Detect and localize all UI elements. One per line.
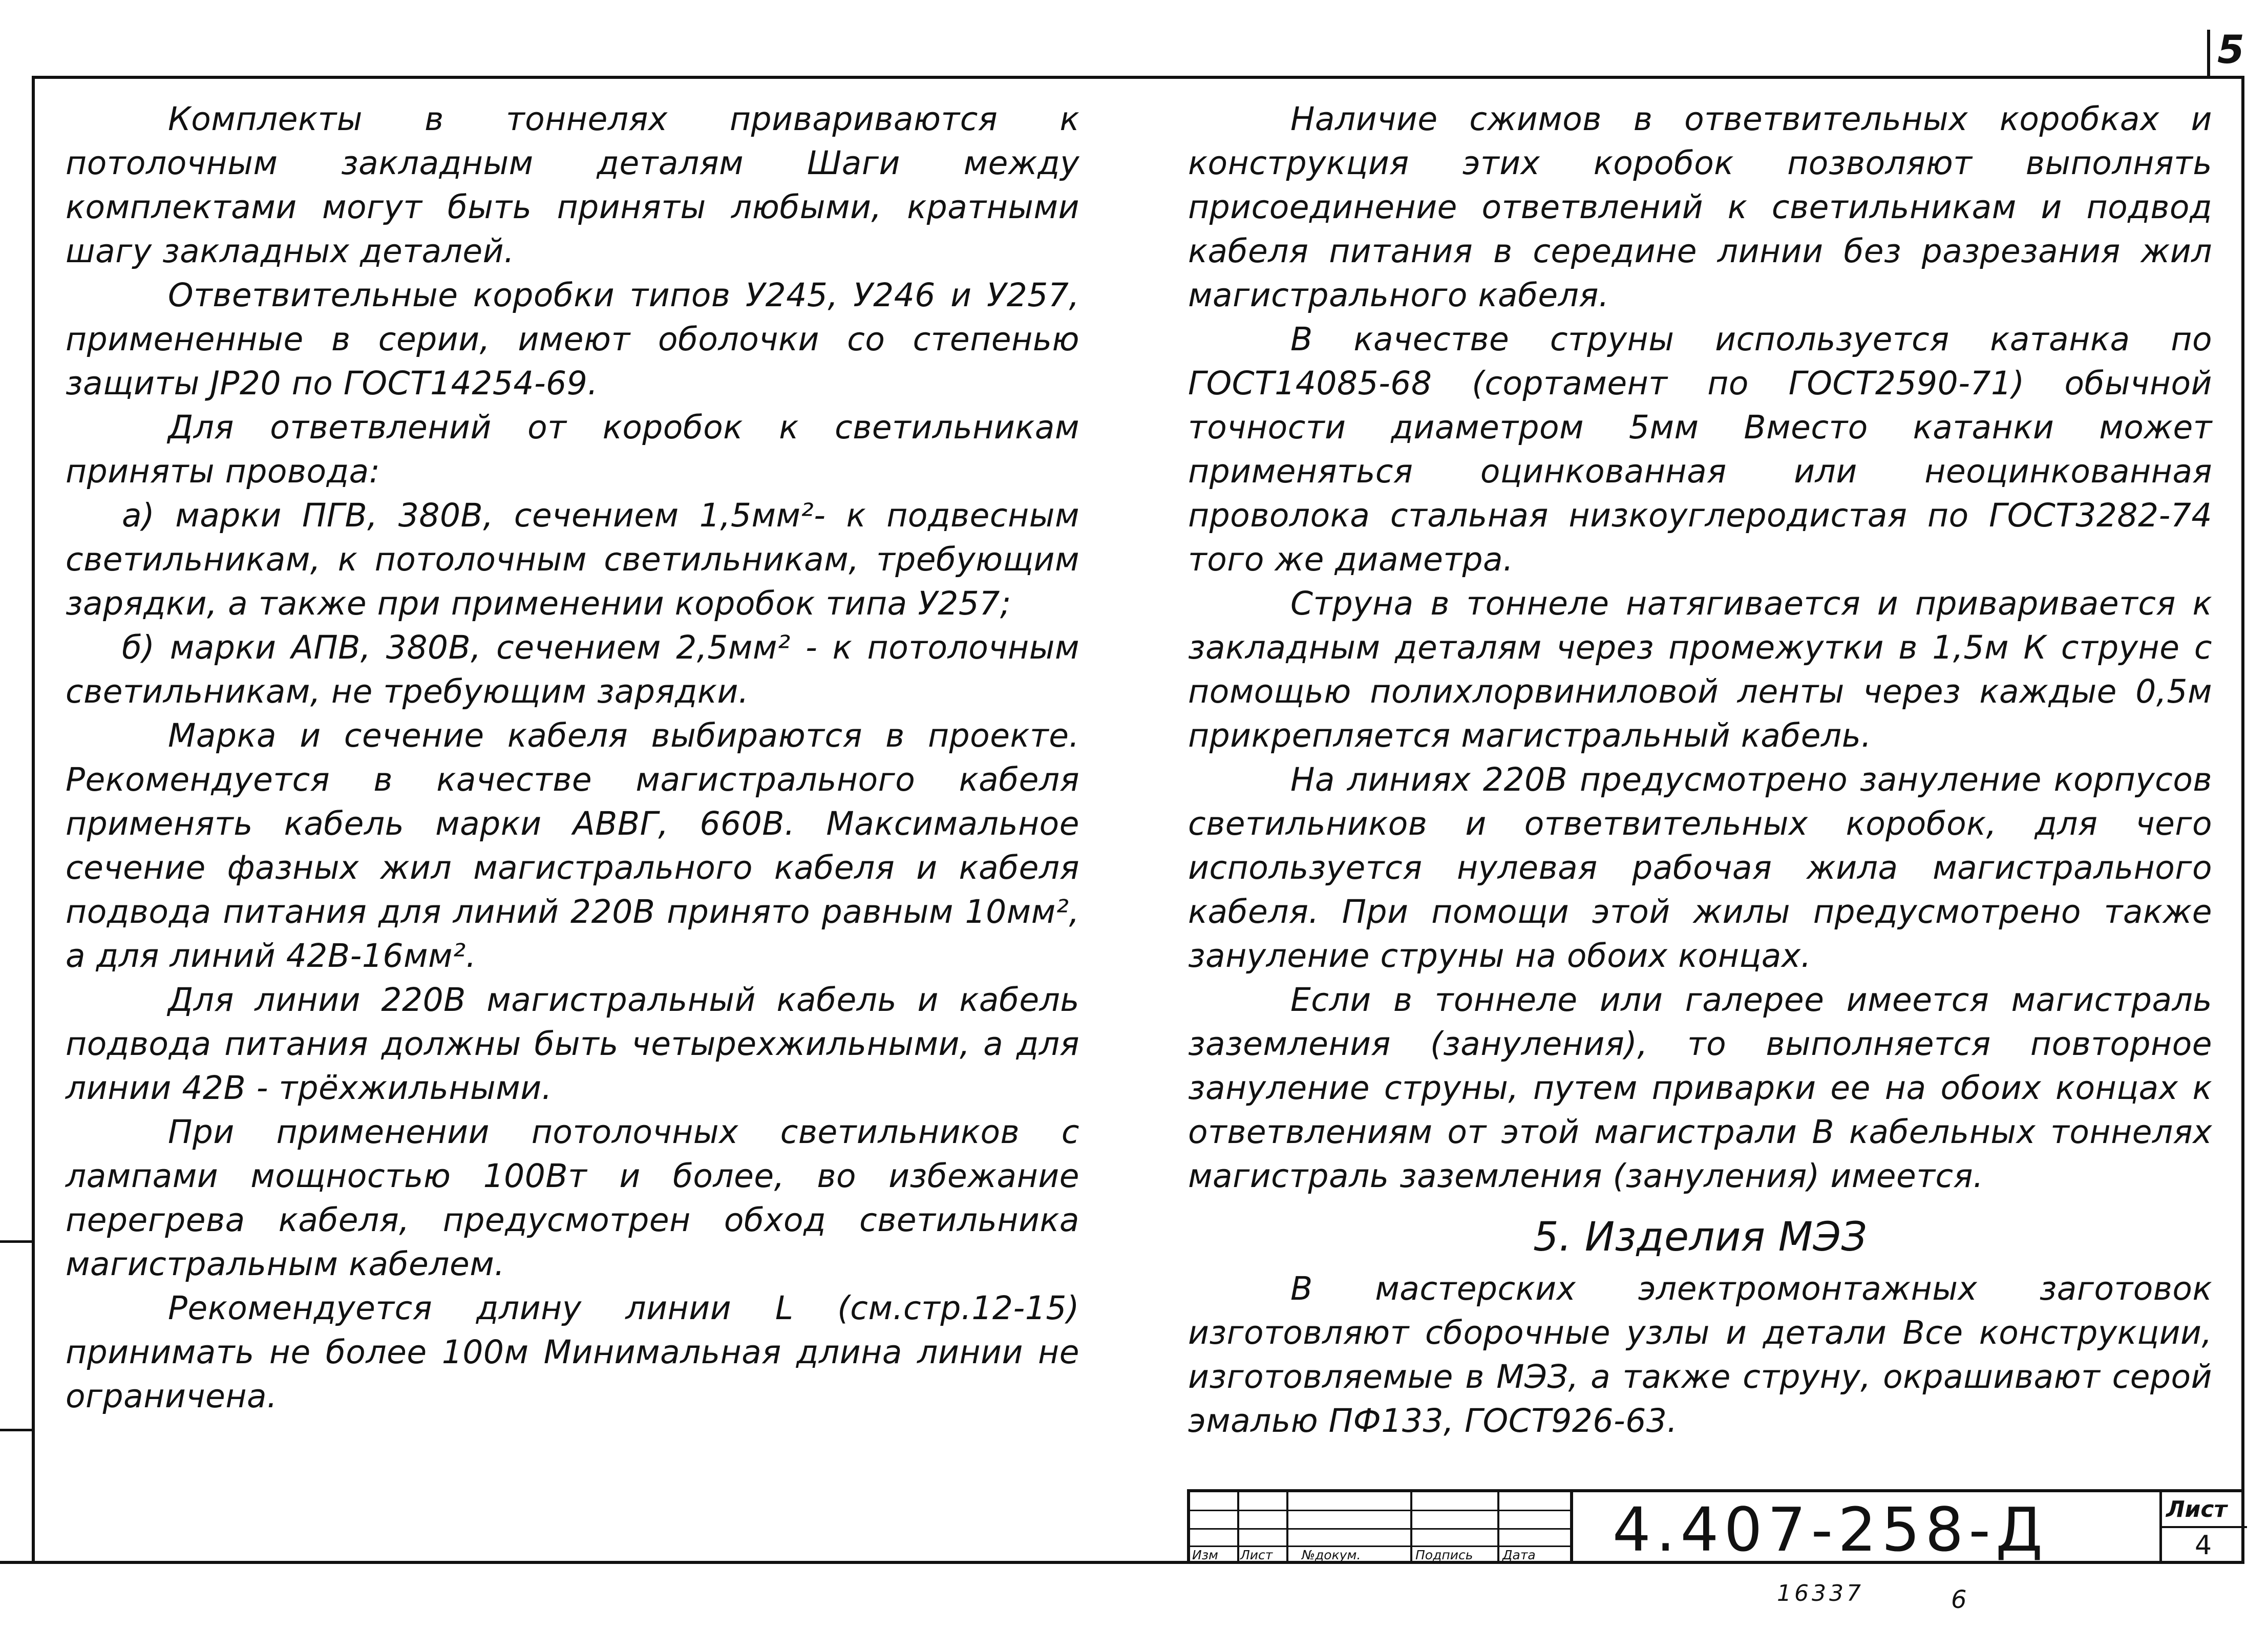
archive-stamp-number: 16337 bbox=[1777, 1580, 1864, 1606]
margin-tick-2 bbox=[0, 1429, 32, 1431]
section-heading: 5. Изделия МЭЗ bbox=[1533, 1214, 1867, 1260]
title-block bbox=[1187, 1489, 2244, 1564]
paragraph: Если в тоннеле или галерее имеется магистраль заземления (зануления), то выполняется повторное зануление струны, путем приварки ее на обоих концах к ответвлениям от этой магистрали В кабельных тоннелях магистраль заземления (зануления) имеется. bbox=[1188, 981, 2212, 1195]
label-change: Изм bbox=[1192, 1548, 1218, 1562]
margin-tick-1 bbox=[0, 1240, 32, 1243]
sheet-number: 4 bbox=[2194, 1530, 2212, 1561]
sheet-label: Лист bbox=[2166, 1496, 2227, 1522]
label-sheet: Лист bbox=[1240, 1548, 1273, 1562]
sheet-box bbox=[2159, 1492, 2244, 1564]
paragraph: Струна в тоннеле натягивается и приваривается к закладным деталям через промежутки в 1,5м К струне с помощью полихлорвиниловой ленты через каждые 0,5м прикрепляется магистральный кабель. bbox=[1188, 585, 2212, 754]
document-code: 4.407-258-Д bbox=[1612, 1494, 2048, 1565]
left-text-column bbox=[66, 97, 1079, 1419]
frame-top-tab bbox=[2207, 30, 2210, 76]
paragraph: Марка и сечение кабеля выбираются в проекте. Рекомендуется в качестве магистрального кабеля применять кабель марки АВВГ, 660В. Максимальное сечение фазных жил магистрального кабеля и кабеля подвода питания для линий 220В принято равным 10мм², а для линий 42В-16мм². bbox=[66, 717, 1079, 975]
paragraph: В качестве струны используется катанка по ГОСТ14085-68 (сортамент по ГОСТ2590-71) обычной точности диаметром 5мм Вместо катанки может применяться оцинкованная или неоцинкованная проволока стальная низкоуглеродистая по ГОСТ3282-74 того же диаметра. bbox=[1188, 321, 2212, 578]
paragraph: Комплекты в тоннелях привариваются к потолочным закладным деталям Шаги между комплектами могут быть приняты любыми, кратными шагу закладных деталей. bbox=[66, 100, 1079, 270]
right-text-column bbox=[1188, 97, 2212, 1443]
paragraph: Наличие сжимов в ответвительных коробках и конструкция этих коробок позволяют выполнять присоединение ответвлений к светильникам и подвод кабеля питания в середине линии без разрезания жил магистрального кабеля. bbox=[1188, 100, 2212, 314]
list-item: а) марки ПГВ, 380В, сечением 1,5мм²- к подвесным светильникам, к потолочным светильникам, требующим зарядки, а также при применении коробок типа У257; bbox=[66, 497, 1079, 622]
paragraph: Ответвительные коробки типов У245, У246 и У257, примененные в серии, имеют оболочки со степенью защиты ЈР20 по ГОСТ14254-69. bbox=[66, 277, 1079, 402]
archive-stamp-mark: 6 bbox=[1951, 1585, 1967, 1614]
paragraph: При применении потолочных светильников с лампами мощностью 100Вт и более, во избежание перегрева кабеля, предусмотрен обход светильника магистральным кабелем. bbox=[66, 1113, 1079, 1283]
list-item: б) марки АПВ, 380В, сечением 2,5мм² - к потолочным светильникам, не требующим зарядки. bbox=[66, 629, 1079, 710]
paragraph: На линиях 220В предусмотрено зануление корпусов светильников и ответвительных коробок, для чего используется нулевая рабочая жила магистрального кабеля. При помощи этой жилы предусмотрено также зануление струны на обоих концах. bbox=[1188, 761, 2212, 975]
paragraph: В мастерских электромонтажных заготовок изготовляют сборочные узлы и детали Все конструкции, изготовляемые в МЭЗ, а также струну, окрашивают серой эмалью ПФ133, ГОСТ926-63. bbox=[1188, 1270, 2212, 1440]
label-signature: Подпись bbox=[1415, 1548, 1473, 1562]
paragraph: Для линии 220В магистральный кабель и кабель подвода питания должны быть четырехжильными, а для линии 42В - трёхжильными. bbox=[66, 981, 1079, 1107]
revision-grid bbox=[1190, 1492, 1570, 1564]
label-date: Дата bbox=[1502, 1548, 1536, 1562]
paragraph: Рекомендуется длину линии L (см.стр.12-15) принимать не более 100м Минимальная длина линии не ограничена. bbox=[66, 1289, 1079, 1415]
paragraph: Для ответвлений от коробок к светильникам приняты провода: bbox=[66, 409, 1079, 490]
corner-page-number: 5 bbox=[2217, 27, 2244, 72]
label-document-no: №докум. bbox=[1302, 1548, 1361, 1562]
